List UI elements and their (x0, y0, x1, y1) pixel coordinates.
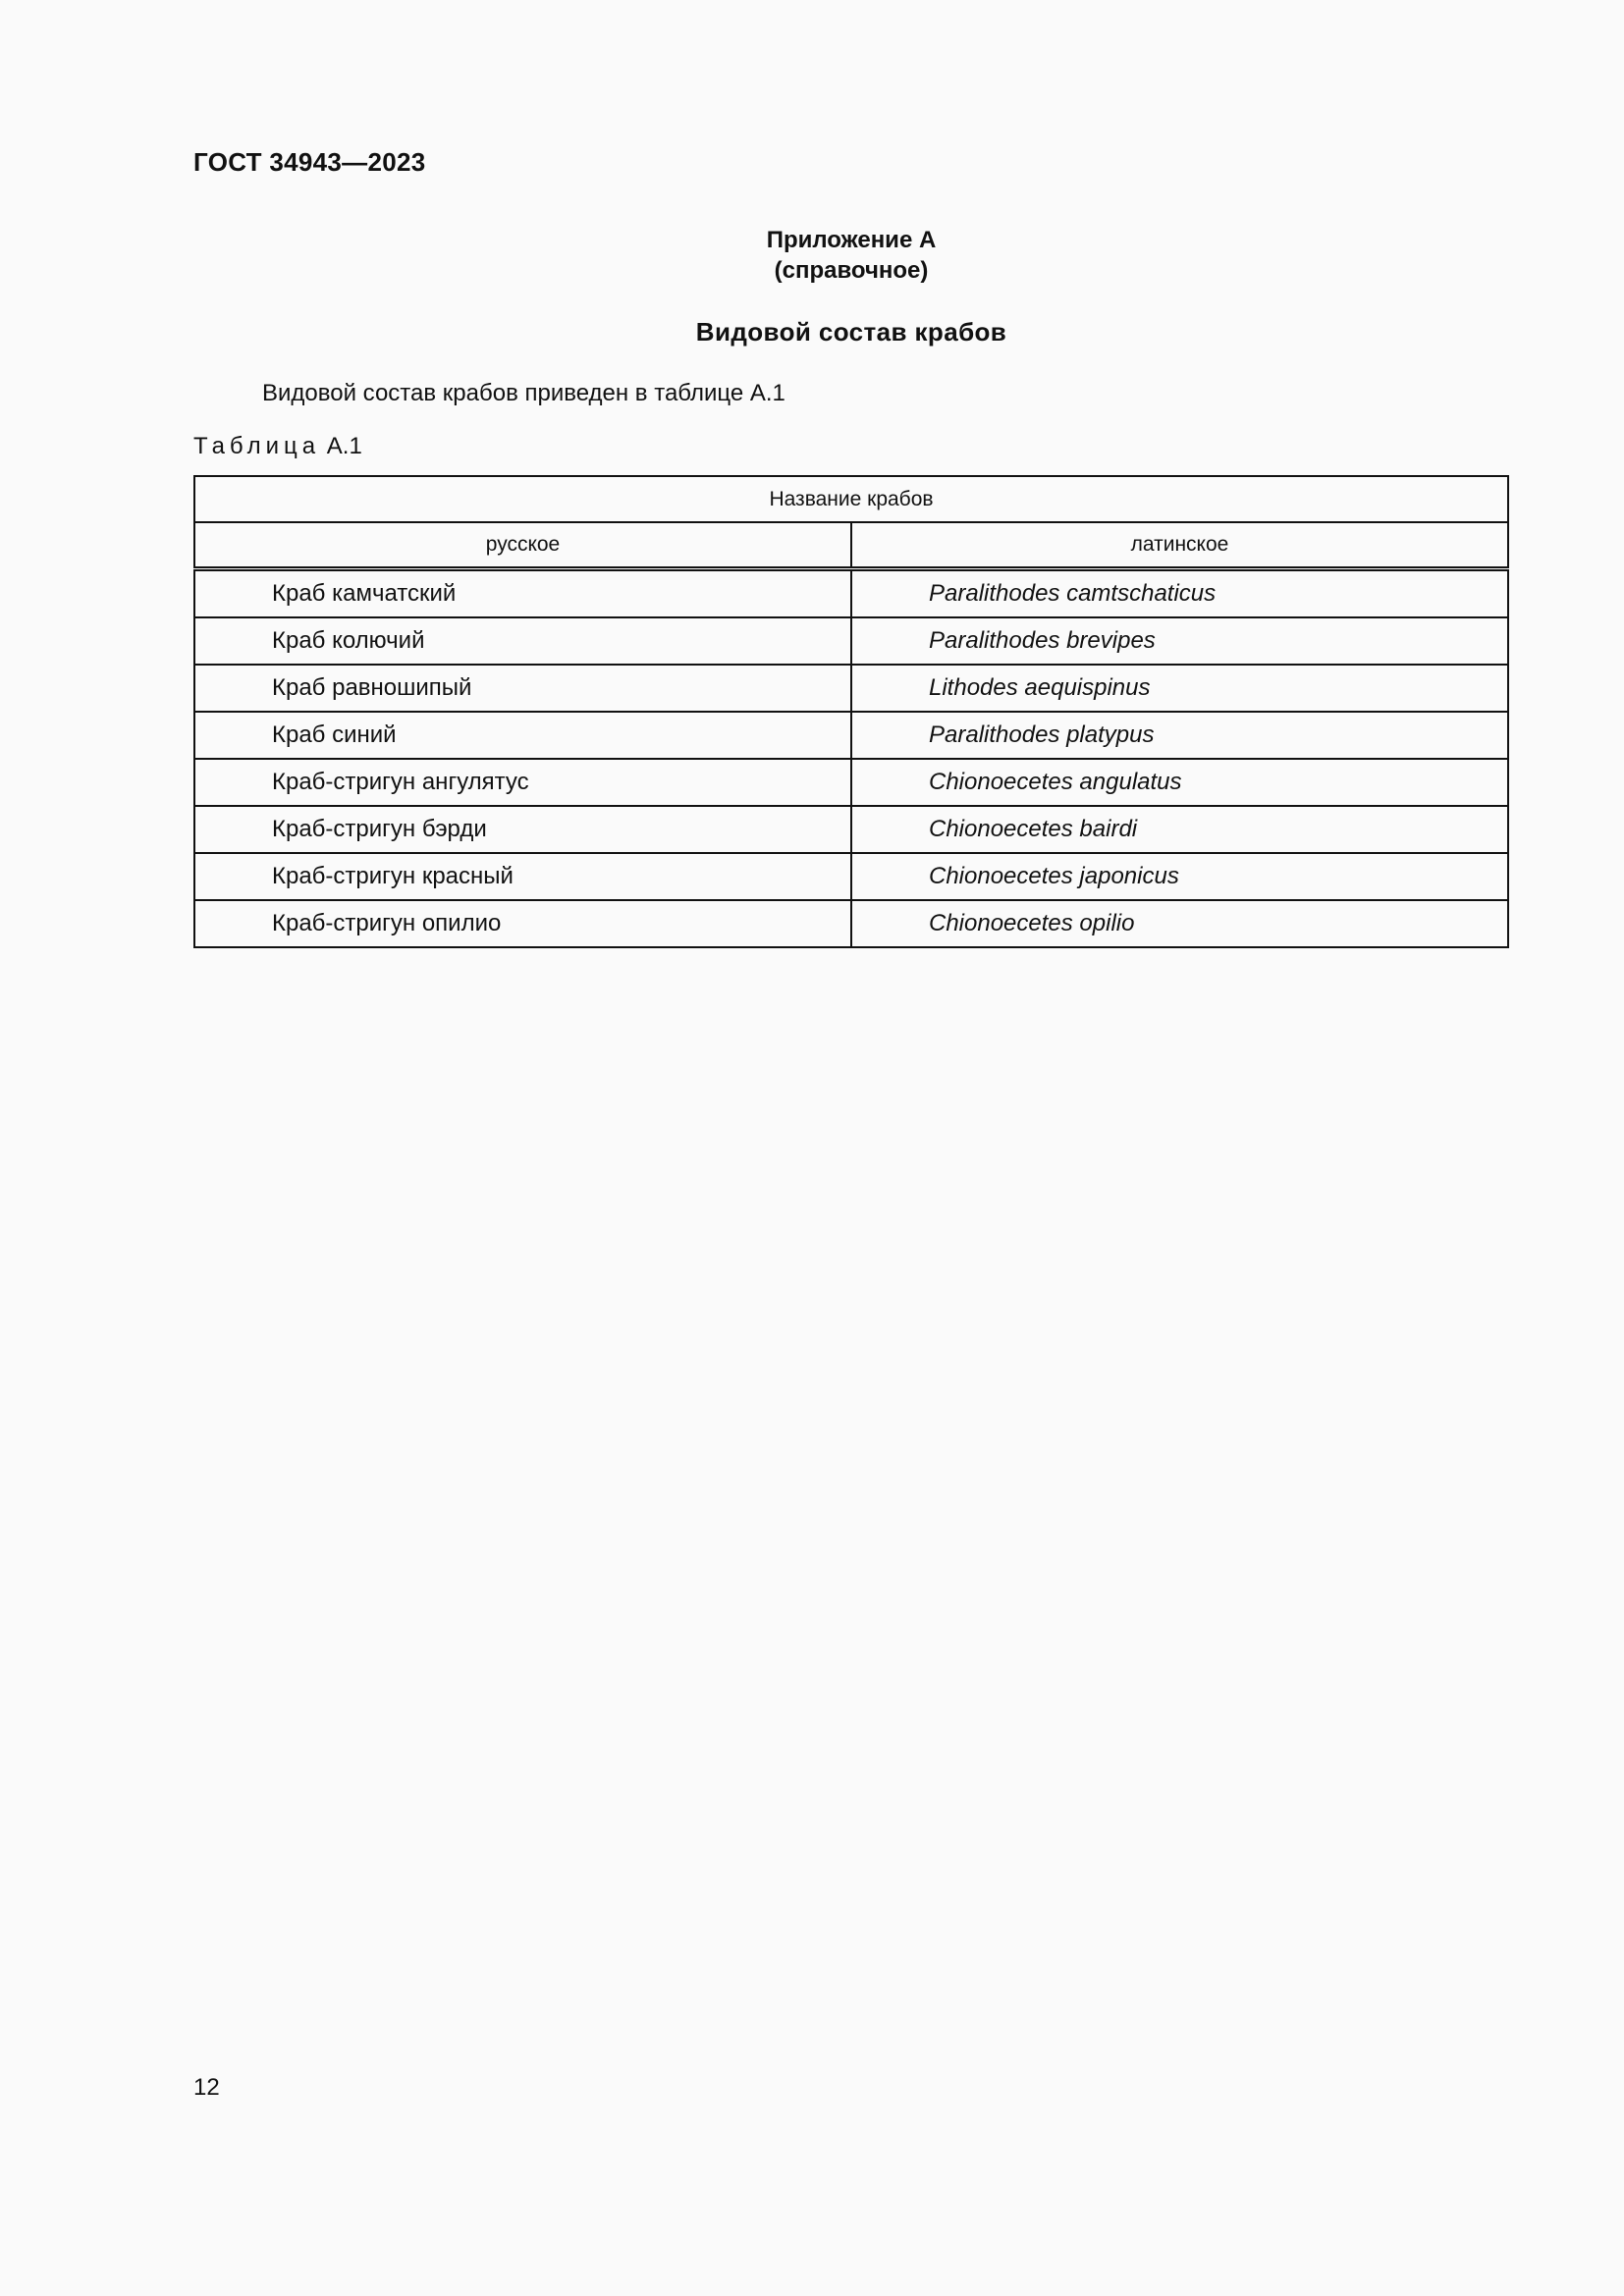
latin-name-cell: Paralithodes camtschaticus (851, 569, 1508, 618)
table-row (194, 759, 1508, 806)
document-code: ГОСТ 34943—2023 (193, 147, 426, 177)
table-row (194, 900, 1508, 947)
russian-name-cell: Краб равношипый (194, 665, 851, 712)
russian-name-cell: Краб колючий (194, 617, 851, 665)
table-group-header: Название крабов (194, 476, 1508, 522)
column-header-latin: латинское (851, 522, 1508, 569)
russian-name-cell: Краб синий (194, 712, 851, 759)
table-caption-word: Таблица (193, 433, 321, 459)
table-row (194, 806, 1508, 853)
latin-name-cell: Lithodes aequispinus (851, 665, 1508, 712)
table-row (194, 665, 1508, 712)
latin-name-cell: Chionoecetes angulatus (851, 759, 1508, 806)
table-caption-number: А.1 (326, 433, 362, 459)
column-header-russian: русское (194, 522, 851, 569)
latin-name-cell: Chionoecetes opilio (851, 900, 1508, 947)
table-row (194, 853, 1508, 900)
russian-name-cell: Краб-стригун опилио (194, 900, 851, 947)
crab-species-table (193, 475, 1509, 948)
russian-name-cell: Краб-стригун красный (194, 853, 851, 900)
table-row (194, 712, 1508, 759)
intro-paragraph: Видовой состав крабов приведен в таблице А.1 (262, 380, 785, 406)
table-column-header-row (194, 522, 1508, 569)
latin-name-cell: Chionoecetes bairdi (851, 806, 1508, 853)
russian-name-cell: Краб-стригун ангулятус (194, 759, 851, 806)
appendix-status: (справочное) (774, 257, 929, 284)
table-row (194, 569, 1508, 618)
table-group-header-row (194, 476, 1508, 522)
table-row (194, 617, 1508, 665)
latin-name-cell: Paralithodes platypus (851, 712, 1508, 759)
russian-name-cell: Краб камчатский (194, 569, 851, 618)
latin-name-cell: Paralithodes brevipes (851, 617, 1508, 665)
table-caption (193, 433, 362, 460)
appendix-title: Приложение А (766, 227, 937, 253)
section-title: Видовой состав крабов (695, 317, 1007, 347)
appendix-heading (193, 225, 1509, 286)
page-number: 12 (193, 2074, 220, 2101)
latin-name-cell: Chionoecetes japonicus (851, 853, 1508, 900)
russian-name-cell: Краб-стригун бэрди (194, 806, 851, 853)
